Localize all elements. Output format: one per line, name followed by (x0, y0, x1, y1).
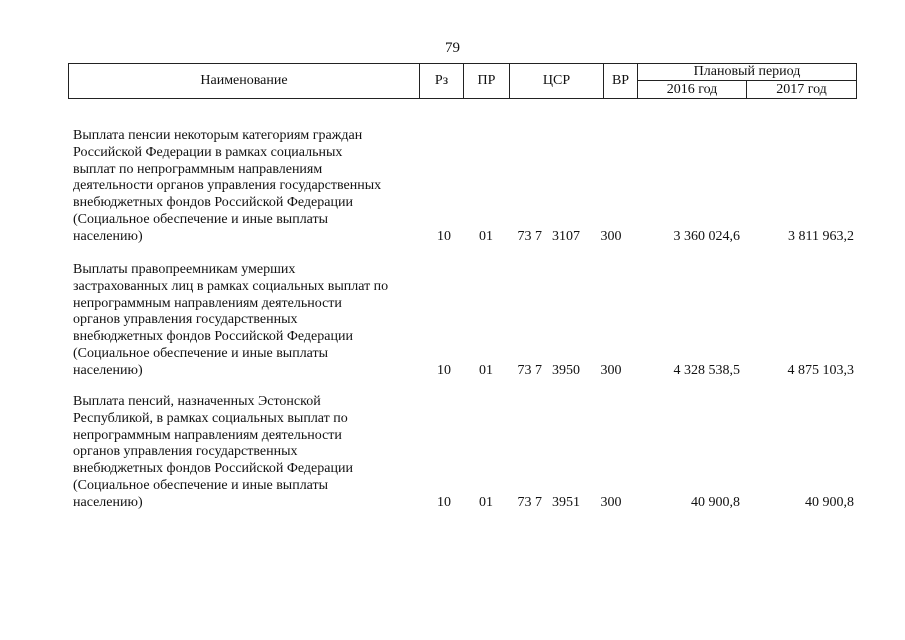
row-value-2017: 40 900,8 (805, 495, 854, 511)
header-year-2017: 2017 год (747, 81, 857, 99)
header-vr: ВР (604, 64, 638, 99)
row-csr-program: 73 7 (517, 363, 542, 379)
row-name: Выплаты правопреемникам умерших застрахованных лиц в рамках социальных выплат по непрограммным направлениям деятельности органов управления государственных внебюджетных фондов Российской Федерации (Социальное обеспечение и иные выплаты населению) (73, 262, 389, 378)
header-pr: ПР (464, 64, 510, 99)
row-value-2016: 40 900,8 (691, 495, 740, 511)
page-number: 79 (445, 40, 460, 56)
row-rz: 10 (437, 495, 451, 511)
row-vr: 300 (600, 363, 622, 379)
table-row (0, 128, 905, 246)
row-csr (512, 363, 602, 380)
header-csr: ЦСР (510, 64, 604, 99)
row-pr: 01 (479, 495, 493, 511)
row-csr-direction: 3107 (552, 229, 580, 245)
header-year-2016: 2016 год (638, 81, 747, 99)
row-vr: 300 (600, 495, 622, 511)
row-value-2016: 3 360 024,6 (673, 229, 740, 245)
row-name: Выплата пенсии некоторым категориям граждан Российской Федерации в рамках социальных выплат по непрограммным направлениям деятельности органов управления государственных внебюджетных фондов Российской Федерации (Социальное обеспечение и иные выплаты населению) (73, 128, 382, 244)
row-csr-program: 73 7 (517, 495, 542, 511)
table-header (68, 63, 857, 99)
row-pr: 01 (479, 363, 493, 379)
row-csr (512, 229, 602, 246)
row-rz: 10 (437, 229, 451, 245)
header-planning-period: Плановый период (638, 64, 857, 81)
row-pr: 01 (479, 229, 493, 245)
row-value-2016: 4 328 538,5 (673, 363, 740, 379)
header-rz: Рз (420, 64, 464, 99)
row-value-2017: 3 811 963,2 (788, 229, 854, 245)
row-value-2017: 4 875 103,3 (787, 363, 854, 379)
row-csr-program: 73 7 (517, 229, 542, 245)
header-name: Наименование (69, 64, 420, 99)
row-vr: 300 (600, 229, 622, 245)
row-csr (512, 495, 602, 512)
row-name: Выплата пенсий, назначенных Эстонской Республикой, в рамках социальных выплат по непрограммным направлениям деятельности органов управления государственных внебюджетных фондов Российской Федерации (Социальное обеспечение и иные выплаты населению) (73, 394, 353, 510)
row-rz: 10 (437, 363, 451, 379)
table-row (0, 394, 905, 512)
table-row (0, 262, 905, 380)
row-csr-direction: 3950 (552, 363, 580, 379)
row-csr-direction: 3951 (552, 495, 580, 511)
